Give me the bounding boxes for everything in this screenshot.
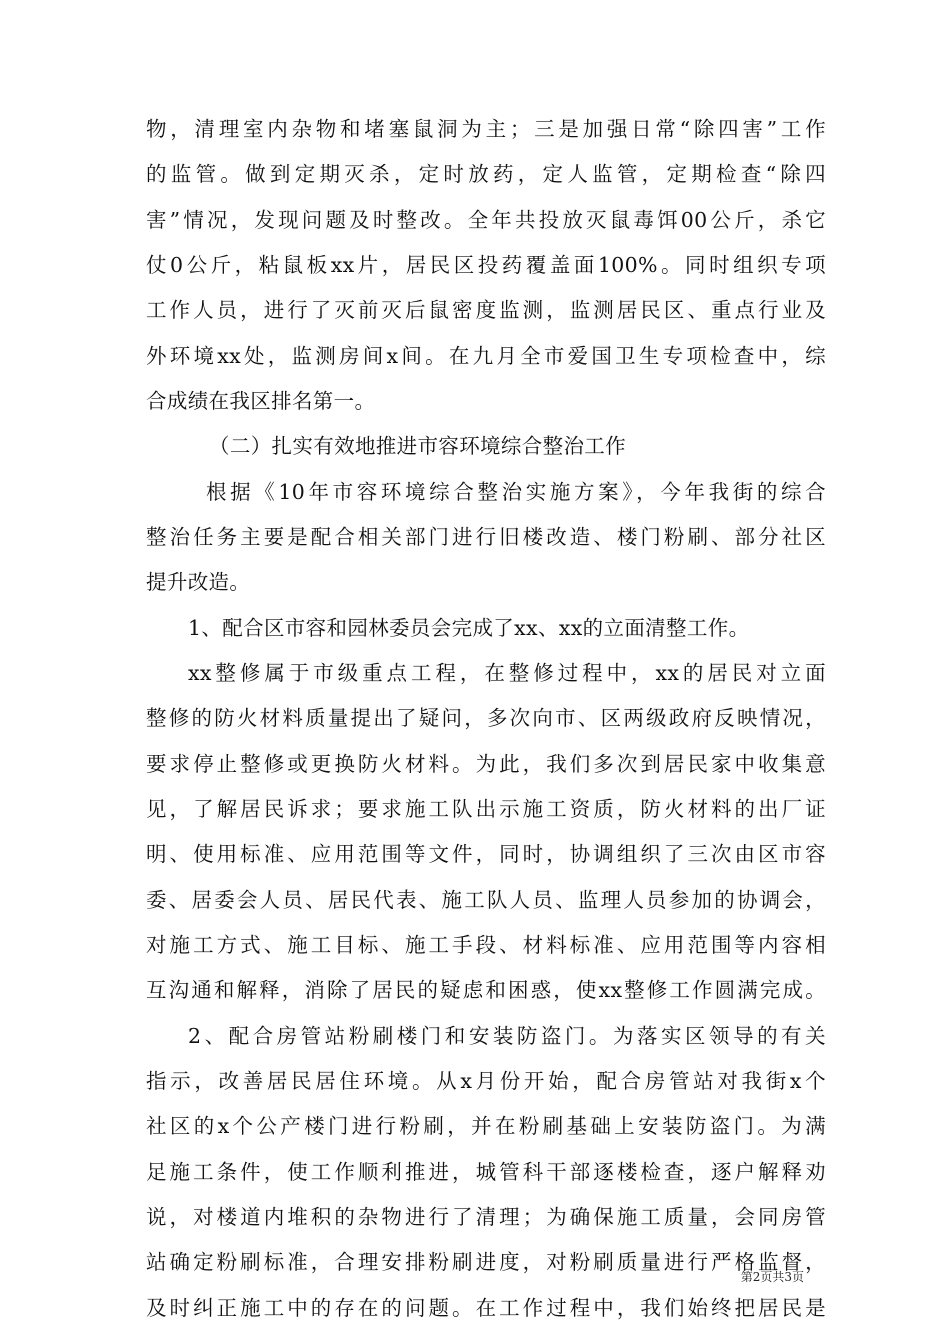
text-line: 说，对楼道内堆积的杂物进行了清理；为确保施工质量，会同房管 xyxy=(146,1205,826,1229)
text-line: 的监管。做到定期灭杀，定时放药，定人监管，定期检查“除四 xyxy=(146,162,826,186)
text-line: 合成绩在我区排名第一。 xyxy=(146,389,376,413)
page-number: 第2页共3页 xyxy=(740,1270,804,1284)
text-line: 及时纠正施工中的存在的问题。在工作过程中，我们始终把居民是 xyxy=(146,1296,826,1320)
paragraph-first-line: 根据《10年市容环境综合整治实施方案》，今年我街的综合 xyxy=(206,480,826,504)
text-line: 外环境xx处，监测房间x间。在九月全市爱国卫生专项检查中，综 xyxy=(146,344,826,368)
text-line: 站确定粉刷标准，合理安排粉刷进度，对粉刷质量进行严格监督， xyxy=(146,1250,826,1274)
text-line: 明、使用标准、应用范围等文件，同时，协调组织了三次由区市容 xyxy=(146,842,826,866)
text-line: 仗0公斤，粘鼠板xx片，居民区投药覆盖面100%。同时组织专项 xyxy=(146,253,826,277)
text-line: 见，了解居民诉求；要求施工队出示施工资质，防火材料的出厂证 xyxy=(146,797,826,821)
text-line: 整治任务主要是配合相关部门进行旧楼改造、楼门粉刷、部分社区 xyxy=(146,525,826,549)
text-line: 要求停止整修或更换防火材料。为此，我们多次到居民家中收集意 xyxy=(146,752,826,776)
text-line: 工作人员，进行了灭前灭后鼠密度监测，监测居民区、重点行业及 xyxy=(146,298,826,322)
section-heading: （二）扎实有效地推进市容环境综合整治工作 xyxy=(209,434,626,458)
text-line: 对施工方式、施工目标、施工手段、材料标准、应用范围等内容相 xyxy=(146,933,826,957)
text-line: 整修的防火材料质量提出了疑问，多次向市、区两级政府反映情况， xyxy=(146,706,826,730)
text-line: 物，清理室内杂物和堵塞鼠洞为主；三是加强日常“除四害”工作 xyxy=(146,117,826,141)
text-line: 足施工条件，使工作顺利推进，城管科干部逐楼检查，逐户解释劝 xyxy=(146,1160,826,1184)
text-line: 指示，改善居民居住环境。从x月份开始，配合房管站对我街x个 xyxy=(146,1069,826,1093)
text-line: 互沟通和解释，消除了居民的疑虑和困惑，使xx整修工作圆满完成。 xyxy=(146,978,826,1002)
list-item-2: 2、配合房管站粉刷楼门和安装防盗门。为落实区领导的有关 xyxy=(188,1024,826,1048)
text-line: 委、居委会人员、居民代表、施工队人员、监理人员参加的协调会， xyxy=(146,888,826,912)
paragraph-first-line: xx整修属于市级重点工程，在整修过程中，xx的居民对立面 xyxy=(188,661,826,685)
text-line: 提升改造。 xyxy=(146,570,251,594)
list-item-1: 1、配合区市容和园林委员会完成了xx、xx的立面清整工作。 xyxy=(188,616,750,640)
text-line: 害”情况，发现问题及时整改。全年共投放灭鼠毒饵00公斤，杀它 xyxy=(146,208,826,232)
text-line: 社区的x个公产楼门进行粉刷，并在粉刷基础上安装防盗门。为满 xyxy=(146,1114,826,1138)
